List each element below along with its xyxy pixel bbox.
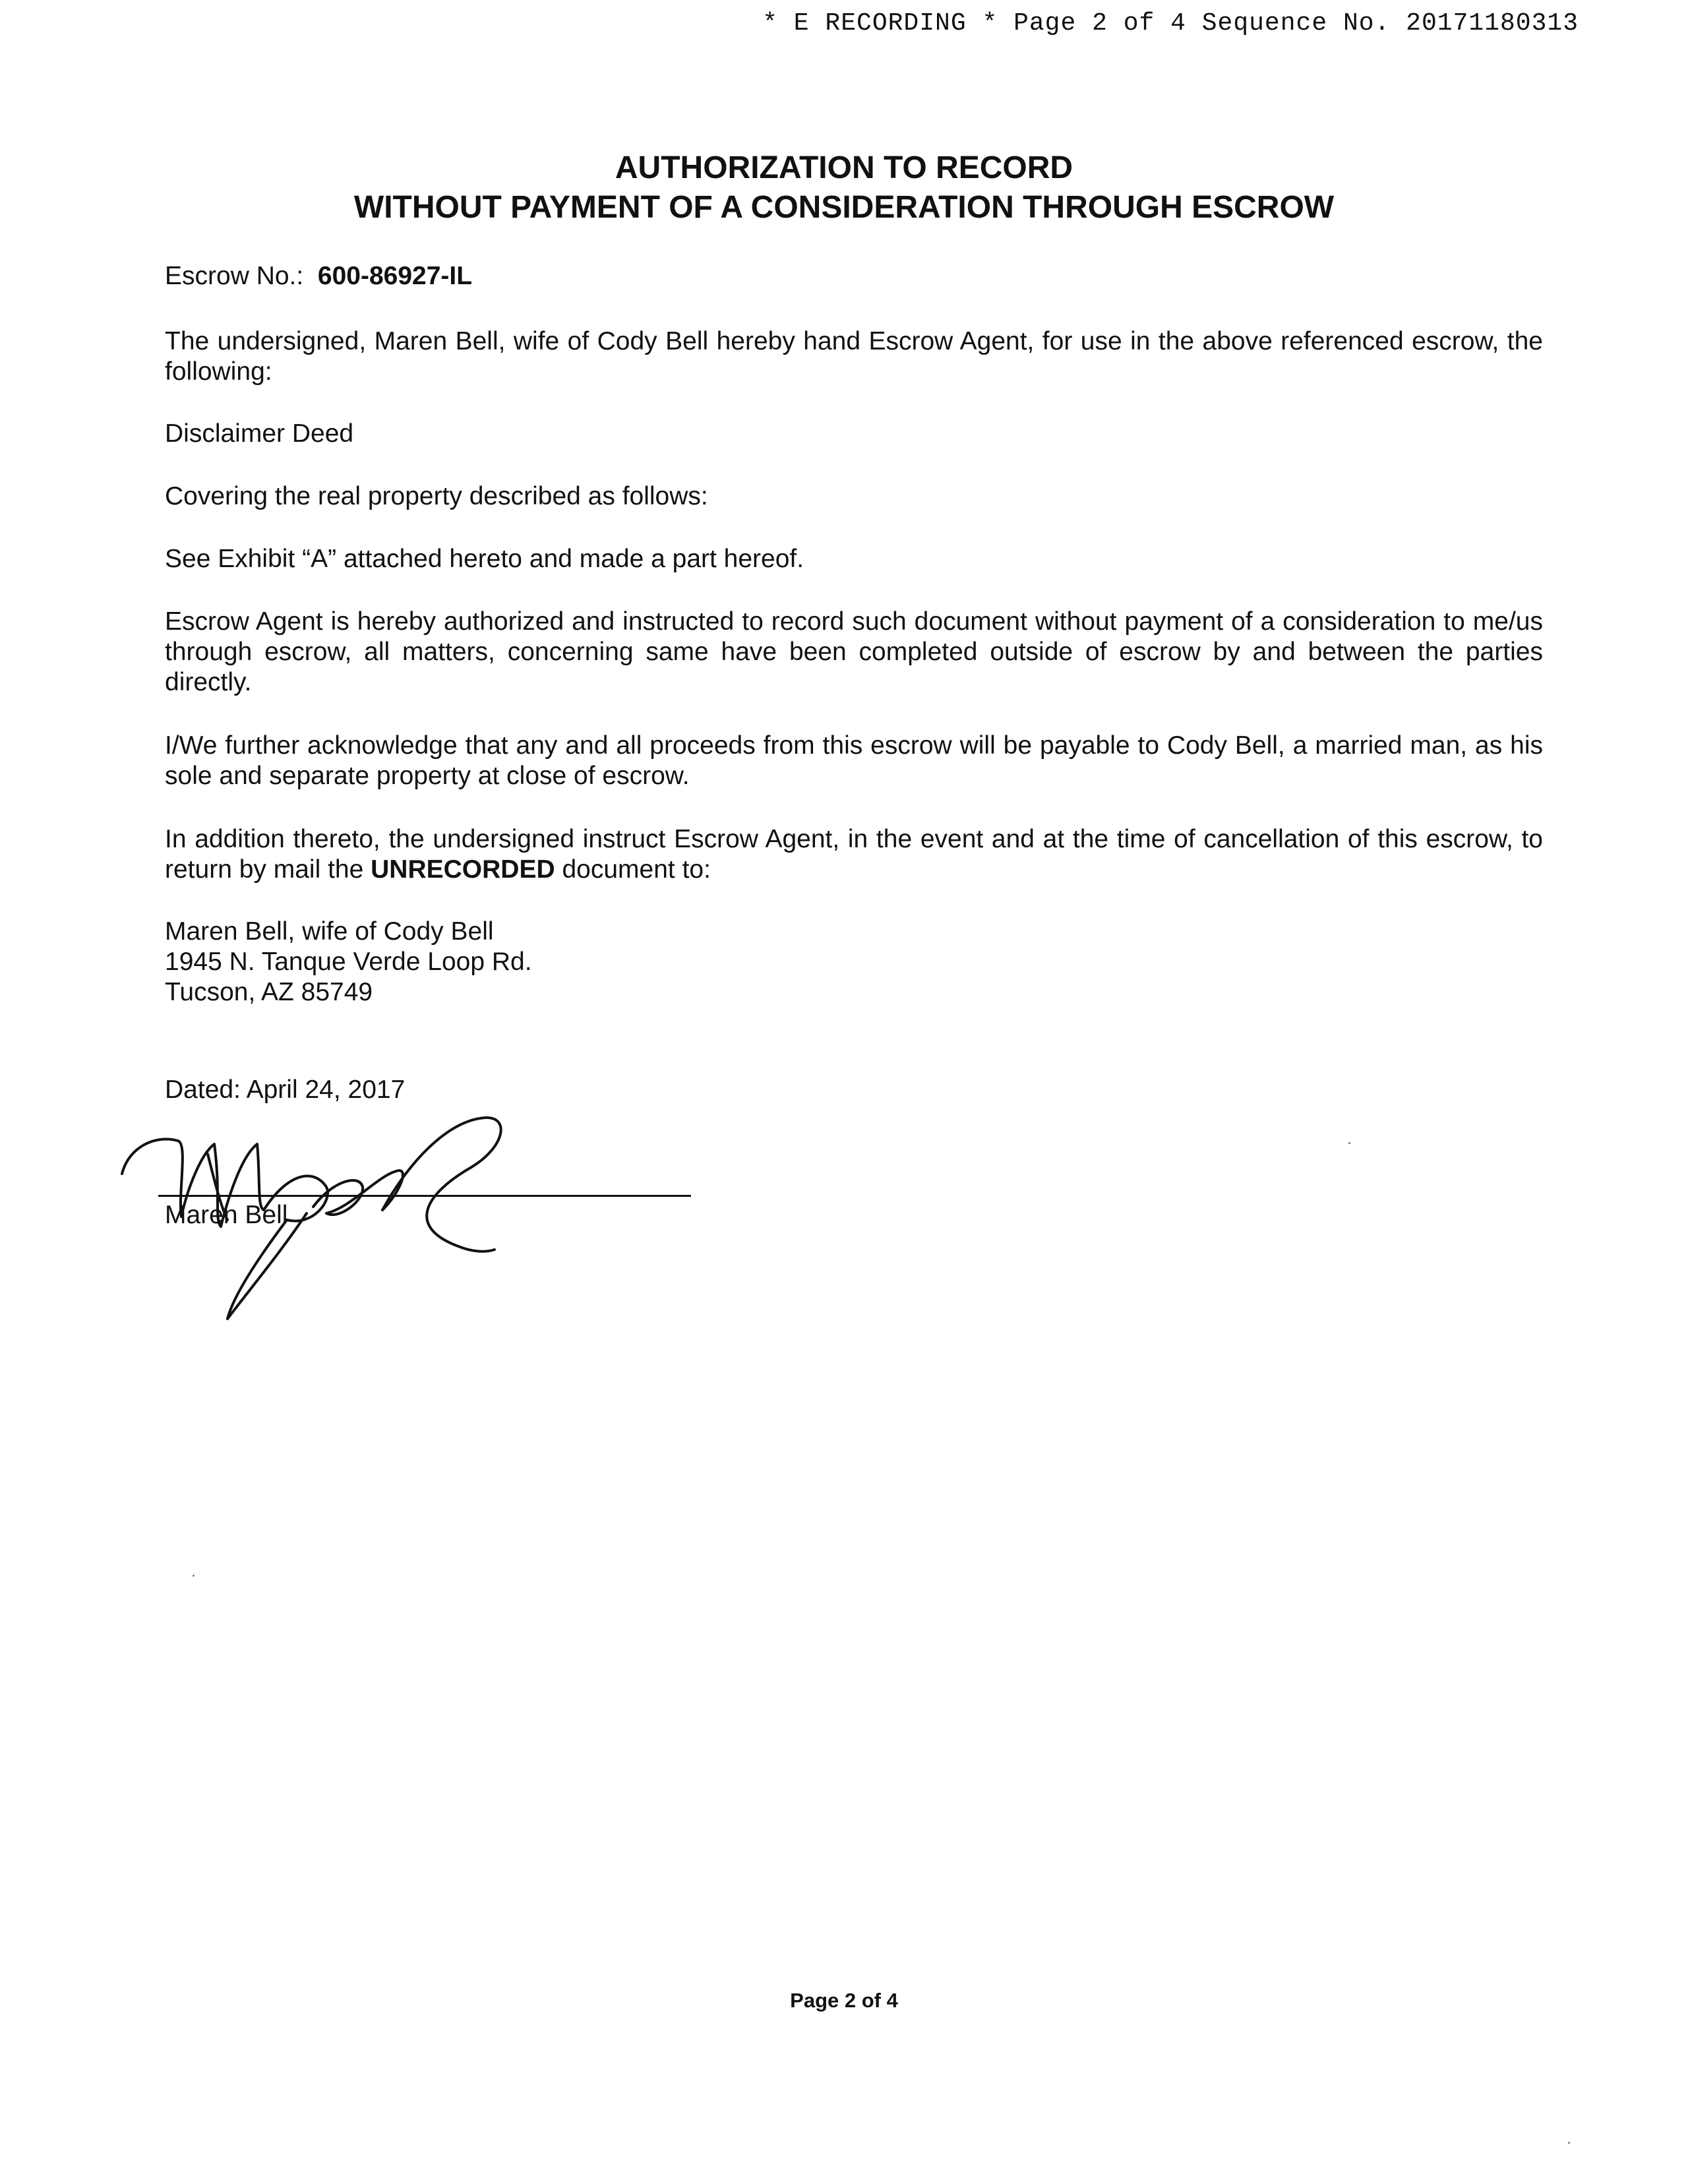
address-street: 1945 N. Tanque Verde Loop Rd. bbox=[165, 948, 532, 976]
signer-name: Maren Bell bbox=[165, 1201, 288, 1229]
dated-value: April 24, 2017 bbox=[246, 1076, 406, 1104]
cancellation-text-end: document to: bbox=[555, 855, 711, 884]
escrow-label: Escrow No.: bbox=[165, 262, 304, 290]
scan-speck bbox=[193, 1575, 195, 1577]
address-name: Maren Bell, wife of Cody Bell bbox=[165, 917, 494, 946]
exhibit-paragraph: See Exhibit “A” attached hereto and made a part hereof. bbox=[165, 545, 804, 573]
title-line-2: WITHOUT PAYMENT OF A CONSIDERATION THROUGH ESCROW bbox=[353, 190, 1335, 225]
page-number: Page 2 of 4 bbox=[790, 1989, 898, 2012]
scan-speck bbox=[1568, 2142, 1570, 2144]
escrow-number-line bbox=[165, 261, 1543, 291]
address-city: Tucson, AZ 85749 bbox=[165, 978, 373, 1006]
cancellation-text-start: In addition thereto, the undersigned instruct Escrow Agent, in the event and at the time of cancellation of this escrow, to return by mail the bbox=[165, 825, 1543, 884]
handwritten-signature bbox=[115, 1095, 544, 1332]
authorization-paragraph: Escrow Agent is hereby authorized and instructed to record such document without payment of a consideration to me/us through escrow, all matters, concerning same have been completed outside of escrow by and between the parties directly. bbox=[165, 607, 1543, 696]
proceeds-paragraph: I/We further acknowledge that any and all proceeds from this escrow will be payable to Cody Bell, a married man, as his sole and separate property at close of escrow. bbox=[165, 731, 1543, 790]
title-line-1: AUTHORIZATION TO RECORD bbox=[615, 150, 1073, 185]
dated-label: Dated: bbox=[165, 1076, 241, 1104]
return-address bbox=[165, 917, 1543, 1008]
escrow-number: 600-86927-IL bbox=[317, 262, 473, 290]
recording-stamp: * E RECORDING * Page 2 of 4 Sequence No. 20171180313 bbox=[762, 9, 1579, 38]
covering-paragraph: Covering the real property described as follows: bbox=[165, 482, 708, 510]
intro-paragraph: The undersigned, Maren Bell, wife of Cody Bell hereby hand Escrow Agent, for use in the above referenced escrow, the following: bbox=[165, 327, 1543, 386]
scan-speck bbox=[1348, 1142, 1350, 1144]
document-type: Disclaimer Deed bbox=[165, 419, 354, 448]
cancellation-paragraph bbox=[165, 824, 1543, 885]
unrecorded-emphasis: UNRECORDED bbox=[371, 855, 555, 884]
